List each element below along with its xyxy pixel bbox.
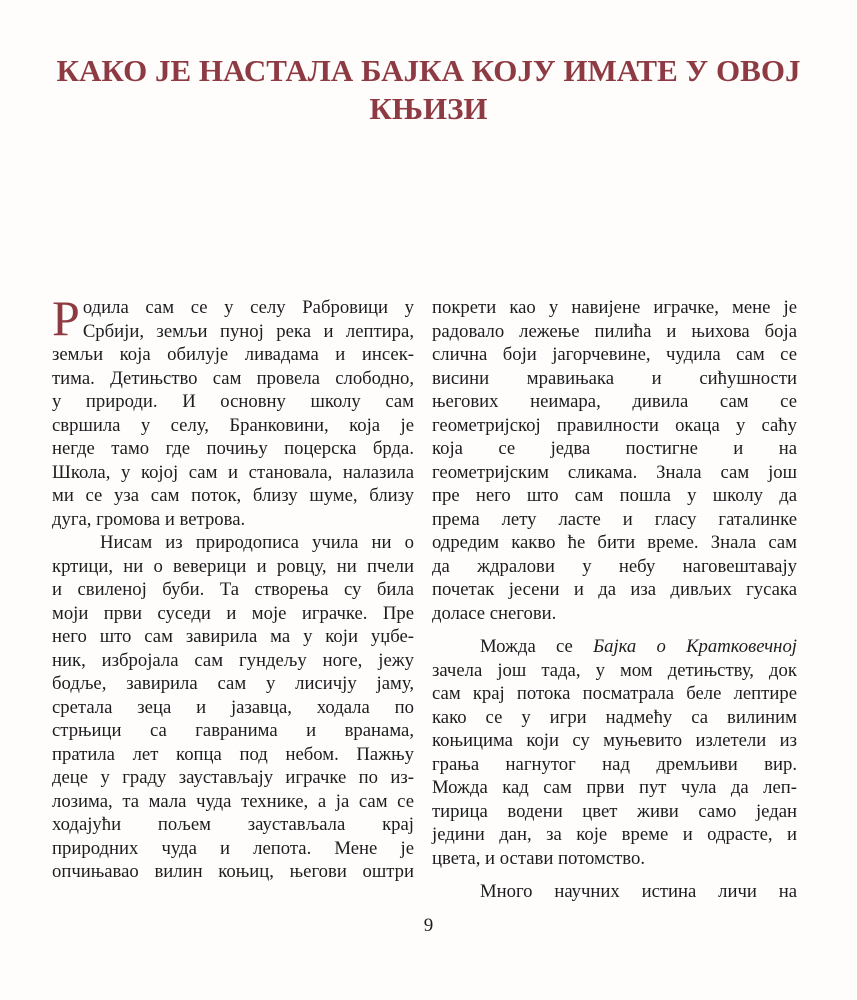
paragraph-4 bbox=[432, 659, 797, 871]
text-line: према лету ласте и гласу гаталинке bbox=[432, 508, 797, 530]
right-column bbox=[432, 296, 797, 904]
text-line: и свиленој буби. Та створења су била bbox=[52, 579, 414, 600]
paragraph-4-first-line bbox=[432, 635, 797, 659]
text-line: геометријским сликама. Знала сам још bbox=[432, 461, 797, 483]
text-line: почетак јесени и да иза дивљих гусака bbox=[432, 579, 797, 600]
text-line: да ждралови у небу наговештавају bbox=[432, 555, 797, 577]
text-line: деце у граду заустављају играчке по из- bbox=[52, 767, 414, 788]
text-line: моји први суседи и моје играчке. Пре bbox=[52, 602, 414, 624]
left-column bbox=[52, 290, 414, 884]
text-line: која се једва постигне и на bbox=[432, 438, 797, 459]
text-line: одила сам се у селу Рабровици у bbox=[82, 297, 414, 318]
text-line: негде тамо где почињу поцерска брда. bbox=[52, 438, 414, 459]
text-line: коњицима који су муњевито излетели из bbox=[432, 730, 797, 751]
text-line: кртици, ни о веверици и ровцу, ни пчели bbox=[52, 555, 414, 577]
text-line: цвета, и остави потомство. bbox=[432, 847, 646, 869]
book-title-italic: Бајка о Кратковечној bbox=[593, 636, 797, 657]
chapter-title-line-2: КЊИЗИ bbox=[369, 91, 488, 126]
text-line: него што сам завирила ма у који уџбе- bbox=[52, 626, 414, 647]
paragraph-1-lines bbox=[52, 290, 414, 531]
text-line: земљи која обилује ливадама и инсек- bbox=[52, 344, 414, 365]
text-line: грања нагнутог над дремљиви вир. bbox=[432, 753, 797, 775]
text-line: пратила лет копца под небом. Пажњу bbox=[52, 743, 414, 765]
paragraph-3 bbox=[432, 296, 797, 625]
text-line: стрњици са гавранима и вранама, bbox=[52, 720, 414, 741]
text-line: тирица водени цвет живи само један bbox=[432, 800, 797, 822]
text-line: ходајући пољем заустављала крај bbox=[52, 814, 414, 835]
text-line: опчињавао вилин коњиц, његови оштри bbox=[52, 861, 414, 882]
text-line: Нисам из природописа учила ни о bbox=[100, 532, 414, 553]
paragraph-5-first-line: Много научних истина личи на bbox=[480, 881, 797, 902]
text-line: геометријској правилности окаца у саћу bbox=[432, 414, 797, 436]
text-line: лозима, та мала чуда технике, а ја сам се bbox=[52, 790, 414, 812]
text-line: сам крај потока посматрала беле лептире bbox=[432, 683, 797, 704]
page-number: 9 bbox=[423, 915, 434, 936]
text-line: бодље, завирила сам у лисичју јаму, bbox=[52, 673, 414, 694]
text-line: слична боји јагорчевине, чудила сам се bbox=[432, 344, 797, 365]
paragraph-gap bbox=[432, 870, 797, 880]
text-line: покрети као у навијене играчке, мене је bbox=[432, 297, 797, 318]
text-line: тима. Детињство сам провела слободно, bbox=[52, 367, 414, 389]
chapter-title-line-1: КАКО ЈЕ НАСТАЛА БАЈКА КОЈУ ИМАТЕ У ОВОЈ bbox=[56, 53, 801, 88]
text-line: пре него што сам пошла у школу да bbox=[432, 485, 797, 506]
text-line: свршила у селу, Бранковини, која је bbox=[52, 414, 414, 436]
chapter-title bbox=[40, 52, 817, 128]
text-line: једини дан, за које време и одрасте, и bbox=[432, 824, 797, 845]
text-line: сретала зеца и јазавца, ходала по bbox=[52, 696, 414, 718]
text-line: природних чуда и лепота. Мене је bbox=[52, 837, 414, 859]
paragraph-2 bbox=[52, 531, 414, 884]
paragraph-gap bbox=[432, 625, 797, 635]
text-line: висини мравињака и сићушности bbox=[432, 367, 797, 389]
text-line: дуга, громова и ветрова. bbox=[52, 508, 246, 530]
paragraph-4-lead: Можда се bbox=[480, 636, 594, 657]
drop-cap: Р bbox=[52, 290, 80, 346]
text-line: ник, избројала сам гундељу ноге, јежу bbox=[52, 649, 414, 671]
text-line: радовало лежење пилића и њихова боја bbox=[432, 320, 797, 342]
text-line: његових неимара, дивила сам се bbox=[432, 391, 797, 412]
text-line: Можда кад сам први пут чула да леп- bbox=[432, 777, 797, 798]
text-line: Србији, земљи пуној река и лептира, bbox=[82, 320, 414, 342]
text-line: Школа, у којој сам и становала, налазила bbox=[52, 461, 414, 483]
text-line: ми се уза сам поток, близу шуме, близу bbox=[52, 485, 414, 506]
text-line: у природи. И основну школу сам bbox=[52, 391, 414, 412]
text-line: зачела још тада, у мом детињству, док bbox=[432, 659, 797, 681]
text-line: како се у игри надмећу са вилиним bbox=[432, 706, 797, 728]
text-line: одредим какво ће бити време. Знала сам bbox=[432, 532, 797, 553]
text-line: доласе снегови. bbox=[432, 602, 557, 624]
paragraph-1 bbox=[52, 290, 414, 531]
